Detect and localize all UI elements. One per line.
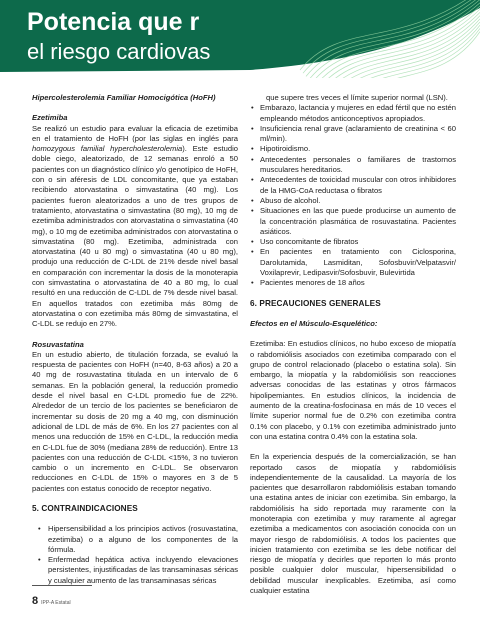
header-banner bbox=[0, 0, 480, 78]
header-title-line2: el riesgo cardiovas bbox=[27, 39, 211, 64]
contraindications-list-left bbox=[32, 524, 238, 586]
page-number: 8 bbox=[32, 595, 39, 607]
list-item: • Insuficiencia renal grave (aclaramiento de creatinina < 60 ml/min). bbox=[250, 124, 456, 145]
footer-rule bbox=[32, 585, 92, 586]
subheading-ezetimiba: Ezetimiba bbox=[32, 113, 68, 123]
paragraph-postcomercializacion: En la experiencia después de la comercialización, se han reportado casos de miopatía y rabdomiólisis independientemente de la causalidad. La mayoría de los pacientes que desarrollaron rabdomiólisis estaban tomando una estatina antes de iniciar con ezetimiba. Sin embargo, la rabdomiólisis ha sido reportada muy raramente con la monoterapia con ezetimiba y muy raramente al agregar ezetimiba a medicamentos con asociación conocida con un mayor riesgo de rabdomiólisis. A todos los pacientes que inicien tratamiento con ezetimiba se les debe notificar del riesgo de miopatía y decirles que reporten lo más pronto posible cualquier dolor muscular, hipersensibilidad o debilidad muscular inexplicables. Ezetimiba, así como cualquier estatina bbox=[250, 452, 456, 596]
list-continuation: que supere tres veces el límite superior normal (LSN). bbox=[266, 93, 448, 102]
list-item: • Abuso de alcohol. bbox=[250, 196, 456, 206]
right-column bbox=[250, 93, 456, 596]
paragraph-rosuvastatina: En un estudio abierto, de titulación forzada, se evaluó la respuesta de pacientes con HoFH (n=40, 8-63 años) a 20 a 40 mg de rosuvastatina titulada en un intervalo de 6 semanas. En la población general, la reducción promedio desde el nivel basal en C-LDL promedio fue de 22%. Alrededor de un tercio de los pacientes se beneficiaron de incrementar su dosis de 20 mg a 40 mg, con disminución adicional de LDL de más de 6%. En los 27 pacientes con al menos una reducción de 15% en C-LDL, la reducción media en C-LDL fue de 30% (mediana 28% de reducción). Entre 13 pacientes con una reducción de C-LDL <15%, 3 no tuvieron cambio o un incremento en C-LDL. Se observaron reducciones en C-LDL de 15% o mayores en 3 de 5 pacientes con estatus conocido de receptor negativo. bbox=[32, 349, 238, 493]
left-column bbox=[32, 93, 238, 586]
paragraph-ezetimiba: Se realizó un estudio para evaluar la eficacia de ezetimiba en el tratamiento de HoFH (por las siglas en inglés para homozygous familial hypercholesterolemia). Este estudio doble ciego, aleatorizado, de 12 semanas enroló a 50 pacientes con un diagnóstico clínico y/o genotípico de HoFH, con o sin aféresis de LDL concomitante, que ya estaban recibiendo atorvastatina o simvastatina (40 mg). Los pacientes fueron aleatorizados a uno de tres grupos de tratamiento, atorvastatina o simvastatina (80 mg), 10 mg de ezetimiba administrados con atorvastatina o simvastatina (40 mg), o 10 mg de ezetimiba administrados con atorvastatina o simvastatina (80 mg). Ezetimiba, administrada con atorvastatina (40 u 80 mg) o simvastatina (40 u 80 mg), produjo una reducción de C-LDL de 21% desde nivel basal en comparación con incrementar la dosis de la monoterapia con simvastatina o atorvastatina de 40 a 80 mg, lo cual resultó en una reducción de C-LDL de 7% desde nivel basal. En aquellos tratados con ezetimiba más 80mg de atorvastatina o con ezetimiba más 80mg de simvastatina, el C-LDL se redujo en 27%. bbox=[32, 123, 238, 329]
header-title-line1: Potencia que r bbox=[27, 8, 200, 36]
subheading-rosuvastatina: Rosuvastatina bbox=[32, 339, 84, 349]
list-item: • Situaciones en las que puede producirse un aumento de la concentración plasmática de rosuvastatina. Pacientes asiáticos. bbox=[250, 206, 456, 237]
list-item: • Hipotiroidismo. bbox=[250, 144, 456, 154]
section-title-hofh: Hipercolesterolemia Familiar Homocigótica (HoFH) bbox=[32, 93, 216, 102]
section-heading-contraindicaciones: 5. CONTRAINDICACIONES bbox=[32, 503, 138, 513]
contraindications-list-right bbox=[250, 103, 456, 288]
list-item: • Uso concomitante de fibratos bbox=[250, 237, 456, 247]
section-heading-precauciones: 6. PRECAUCIONES GENERALES bbox=[250, 298, 381, 308]
list-item: • Antecedentes personales o familiares de trastornos musculares hereditarios. bbox=[250, 155, 456, 176]
paragraph-ezetimiba-miopatia: Ezetimiba: En estudios clínicos, no hubo exceso de miopatía o rabdomiólisis asociados con ezetimiba comparado con el grupo de control relacionado (placebo o estatina sola). Sin embargo, la miopatía y la rabdomiólisis son reacciones adversas conocidas de las estatinas y otros fármacos hipolipemiantes. En estudios clínicos, la incidencia de aumento de la creatina-fosfocinasa en más de 10 veces el límite superior normal fue de 0.2% con ezetimiba contra 0.1% con placebo, y 0.1% con ezetimiba administrado junto con una estatina contra 0.4% con la estatina sola. bbox=[250, 339, 456, 441]
subheading-musculo-esqueletico: Efectos en el Músculo-Esquelético: bbox=[250, 318, 378, 328]
list-item: • En pacientes en tratamiento con Ciclosporina, Darolutamida, Lasmiditan, Sofosbuvir/Velpatasvir/ Voxilaprevir, Ledipasvir/Sofosbuvir, Bulevirtida bbox=[250, 247, 456, 278]
list-item: • Antecedentes de toxicidad muscular con otros inhibidores de la HMG-CoA reductasa o fibratos bbox=[250, 175, 456, 196]
list-item: • Hipersensibilidad a los principios activos (rosuvastatina, ezetimiba) o a alguno de los componentes de la fórmula. bbox=[32, 524, 238, 555]
list-item: • Enfermedad hepática activa incluyendo elevaciones persistentes, injustificadas de las transaminasas séricas y cualquier aumento de las transaminasas séricas bbox=[32, 555, 238, 586]
list-item: • Pacientes menores de 18 años bbox=[250, 278, 456, 288]
publisher-label: IPP-A Estatal bbox=[41, 600, 71, 606]
list-item: • Embarazo, lactancia y mujeres en edad fértil que no estén empleando métodos anticonceptivos apropiados. bbox=[250, 103, 456, 124]
page-footer bbox=[32, 591, 71, 609]
